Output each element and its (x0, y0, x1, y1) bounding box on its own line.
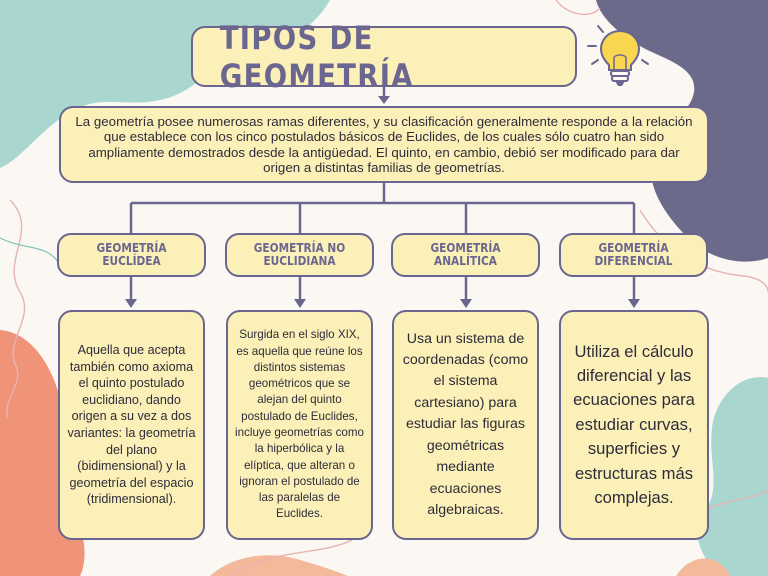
arrow-down-icon (294, 299, 306, 308)
heading-euclidean: GEOMETRÍA EUCLÍDEA (96, 241, 167, 268)
arrow-down-icon (125, 299, 137, 308)
heading-non-euclidean: GEOMETRÍA NO EUCLIDIANA (253, 241, 346, 268)
description-differential: Utiliza el cálculo diferencial y las ecuaciones para estudiar curvas, superficies y estructuras más complejas. (573, 341, 695, 508)
heading-box-euclidean (57, 233, 206, 277)
title-box (191, 18, 577, 95)
arrow-down-icon (460, 299, 472, 308)
description-euclidean: Aquella que acepta también como axioma el quinto postulado euclidiano, dando origen a su vez a dos variantes: la geometría del plano (bidimensional) y la geometría del espacio (tridimensional). (67, 343, 196, 507)
intro-box (59, 106, 709, 183)
heading-differential: GEOMETRÍA DIFERENCIAL (594, 241, 673, 268)
page-title: TIPOS DE GEOMETRÍA (219, 18, 414, 95)
description-non-euclidean: Surgida en el siglo XIX, es aquella que reúne los distintos sistemas geométricos que se alejan del quinto postulado de Euclides, incluye geometrías como la hiperbólica y la elíptica, que alteran o ignoran el postulado de las paralelas de Euclides. (235, 328, 364, 521)
arrow-down-icon (378, 96, 390, 104)
heading-box-differential (559, 233, 708, 277)
intro-text: La geometría posee numerosas ramas diferentes, y su clasificación generalmente responde a la relación que establece con los cinco postulados básicos de Euclides, de los cuales sólo cuatro han sido ampliamente demostrados desde la antigüedad. El quinto, en cambio, debió ser modificado para dar origen a distintas familias de geometrías. (75, 113, 693, 175)
description-box-differential (559, 310, 709, 540)
arrow-down-icon (628, 299, 640, 308)
description-box-analytic (392, 310, 539, 540)
description-analytic: Usa un sistema de coordenadas (como el sistema cartesiano) para estudiar las figuras geométricas mediante ecuaciones algebraicas. (402, 330, 529, 518)
heading-box-non-euclidean (225, 233, 374, 277)
heading-box-analytic (391, 233, 540, 277)
description-box-euclidean (58, 310, 205, 540)
description-box-non-euclidean (226, 310, 373, 540)
heading-analytic: GEOMETRÍA ANALÍTICA (430, 241, 501, 268)
